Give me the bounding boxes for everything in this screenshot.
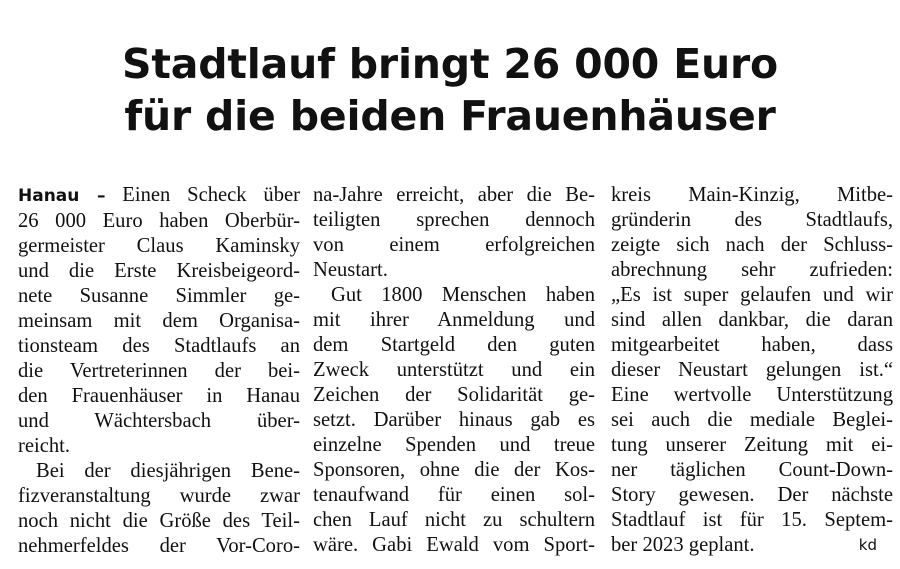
body-line: nete Susanne Simmler ge- <box>18 285 300 307</box>
body-line: nehmerfeldes der Vor-Coro- <box>18 535 300 557</box>
body-line: Zeichen der Solidarität ge- <box>313 384 595 406</box>
closing-text: ber 2023 geplant. <box>611 534 755 556</box>
body-line: „Es ist super gelaufen und wir <box>611 284 893 306</box>
body-line: Gut 1800 Menschen haben <box>331 284 595 306</box>
headline-line-1: Stadtlauf bringt 26 000 Euro <box>122 40 778 88</box>
body-line: meinsam mit dem Organisa- <box>18 310 300 332</box>
body-line: abrechnung sehr zufrieden: <box>611 259 893 281</box>
body-line: setzt. Darüber hinaus gab es <box>313 409 595 431</box>
body-line: chen Lauf nicht zu schultern <box>313 509 595 531</box>
body-line: reicht. <box>18 435 71 457</box>
body-line: tionsteam des Stadtlaufs an <box>18 335 300 357</box>
body-line: einzelne Spenden und treue <box>313 434 595 456</box>
body-line: Bei der diesjährigen Bene- <box>36 460 300 482</box>
column-2 <box>313 183 595 558</box>
body-line: Sponsoren, ohne die der Kos- <box>313 459 595 481</box>
body-line: sind allen dankbar, die daran <box>611 309 893 331</box>
body-line: noch nicht die Größe des Teil- <box>18 510 300 532</box>
body-line: tung unserer Zeitung mit ei- <box>611 434 893 456</box>
headline-line-2: für die beiden Frauenhäuser <box>124 92 776 140</box>
body-line: ner täglichen Count-Down- <box>611 459 893 481</box>
body-line: fizveranstaltung wurde zwar <box>18 485 300 507</box>
body-line: Story gewesen. Der nächste <box>611 484 893 506</box>
body-line: dem Startgeld den guten <box>313 334 595 356</box>
body-line: von einem erfolgreichen <box>313 234 595 256</box>
body-line: tenaufwand für einen sol- <box>313 484 595 506</box>
body-line: gründerin des Stadtlaufs, <box>611 209 893 231</box>
body-line: kreis Main-Kinzig, Mitbe- <box>611 184 893 206</box>
body-line: Stadtlauf ist für 15. Septem- <box>611 509 893 531</box>
body-line: die Vertreterinnen der bei- <box>18 360 300 382</box>
body-line: mit ihrer Anmeldung und <box>313 309 595 331</box>
body-line: Eine wertvolle Unterstützung <box>611 384 893 406</box>
dateline: Hanau – <box>18 186 106 206</box>
body-line: germeister Claus Kaminsky <box>18 235 300 257</box>
headline <box>0 38 900 142</box>
body-line <box>611 533 893 558</box>
body-line: mitgearbeitet haben, dass <box>611 334 893 356</box>
body-line: und die Erste Kreisbeigeord- <box>18 260 300 282</box>
body-line: dieser Neustart gelungen ist.“ <box>611 359 893 381</box>
body-line: und Wächtersbach über- <box>18 410 300 432</box>
author-signature: kd <box>858 536 877 554</box>
body-line: 26 000 Euro haben Oberbür- <box>18 210 300 232</box>
body-line: wäre. Gabi Ewald vom Sport- <box>313 534 595 556</box>
body-line: na-Jahre erreicht, aber die Be- <box>313 184 595 206</box>
body-line: teiligten sprechen dennoch <box>313 209 595 231</box>
body-line: den Frauenhäuser in Hanau <box>18 385 300 407</box>
column-3 <box>611 183 893 558</box>
body-line: Neustart. <box>313 259 388 281</box>
body-line: zeigte sich nach der Schluss- <box>611 234 893 256</box>
body-line: Hanau – Einen Scheck über <box>18 184 301 206</box>
body-line: sei auch die mediale Beglei- <box>611 409 893 431</box>
column-1 <box>18 183 300 559</box>
body-line: Zweck unterstützt und ein <box>313 359 595 381</box>
